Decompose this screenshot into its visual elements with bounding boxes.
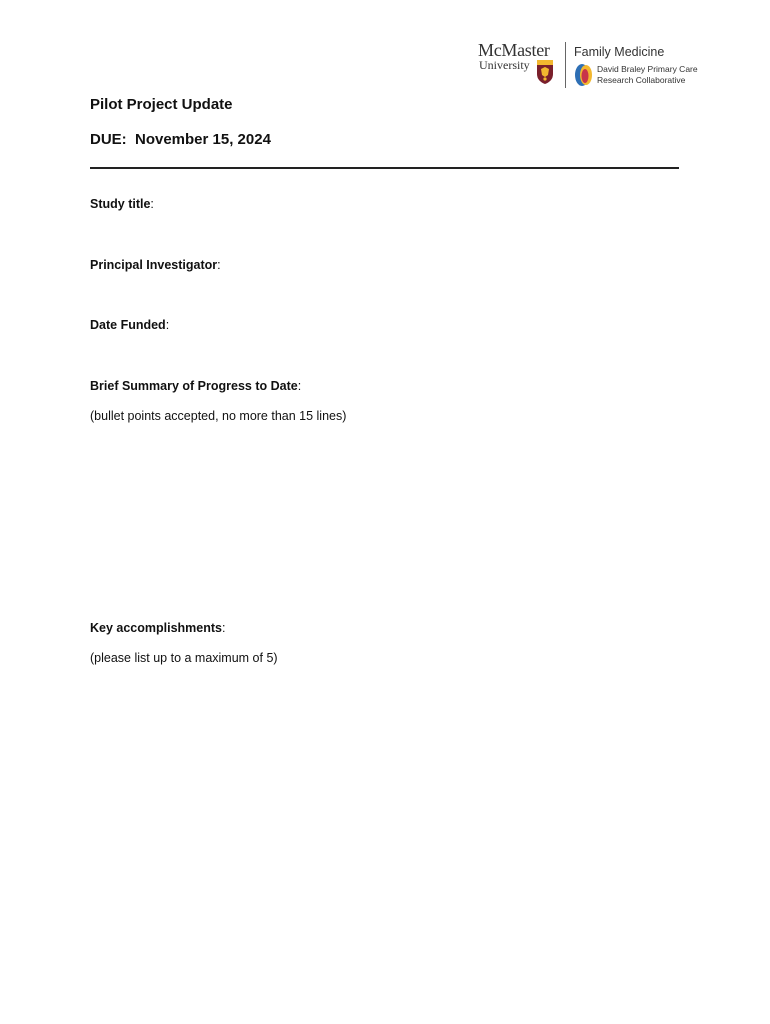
horizontal-rule	[90, 167, 679, 169]
due-date: DUE: November 15, 2024	[90, 131, 271, 148]
date-funded-field	[90, 318, 169, 333]
accomplishments-note: (please list up to a maximum of 5)	[90, 651, 278, 665]
study-title-field	[90, 197, 154, 212]
collaborative-mark-icon	[574, 62, 594, 88]
colon: :	[297, 379, 302, 393]
colon: :	[165, 318, 170, 332]
study-title-label: Study title	[90, 197, 151, 211]
summary-note: (bullet points accepted, no more than 15 lines)	[90, 409, 347, 423]
header-logo	[478, 40, 698, 90]
date-funded-label: Date Funded	[90, 318, 166, 332]
collaborative-name-line1: David Braley Primary Care	[597, 64, 698, 74]
document-title: Pilot Project Update	[90, 96, 233, 113]
collaborative-name-line2: Research Collaborative	[597, 75, 686, 85]
department-wordmark: Family Medicine	[574, 45, 665, 59]
principal-investigator-label: Principal Investigator	[90, 258, 218, 272]
university-wordmark: University	[479, 58, 530, 72]
summary-field	[90, 379, 301, 394]
logo-divider	[565, 42, 566, 88]
mcmaster-crest-icon	[536, 59, 554, 85]
accomplishments-field	[90, 621, 225, 636]
colon: :	[217, 258, 221, 272]
colon: :	[150, 197, 154, 211]
accomplishments-label: Key accomplishments	[90, 621, 222, 635]
summary-label: Brief Summary of Progress to Date	[90, 379, 298, 393]
colon: :	[222, 621, 226, 635]
principal-investigator-field	[90, 258, 221, 273]
mcmaster-wordmark: McMaster	[478, 40, 550, 60]
